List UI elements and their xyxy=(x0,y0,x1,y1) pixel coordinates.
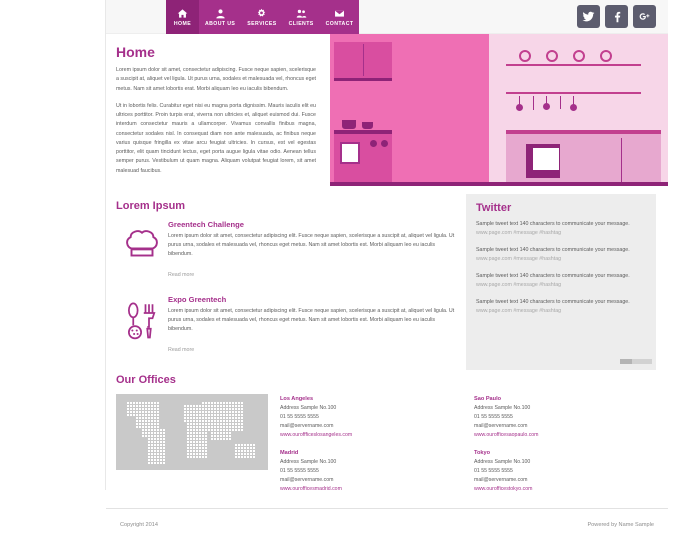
page-content xyxy=(106,0,668,528)
tweet-text: Sample tweet text 140 characters to communicate your message. xyxy=(476,299,630,305)
office-phone: 01 55 5555 5555 xyxy=(474,413,513,420)
section-title-posts: Lorem Ipsum xyxy=(116,200,186,212)
tweet-link[interactable]: www.page.com #message #hashtag xyxy=(476,282,562,288)
kitchen-utensils-icon xyxy=(116,295,168,356)
nav-item-contact[interactable] xyxy=(320,0,360,34)
tweet-item xyxy=(476,246,646,264)
twitter-icon[interactable] xyxy=(577,5,600,28)
hero-kitchen-illustration xyxy=(330,34,668,186)
nav-item-clients[interactable] xyxy=(283,0,320,34)
facebook-icon[interactable] xyxy=(605,5,628,28)
read-more-link[interactable]: Read more xyxy=(168,347,195,353)
office-name: Madrid xyxy=(280,449,299,456)
office-address: Address Sample No.100 xyxy=(280,458,337,465)
nav-label: CONTACT xyxy=(325,20,354,27)
page-gutter-right xyxy=(668,0,700,490)
office-website[interactable]: www.ouroffficeslosangeles.com xyxy=(280,431,353,438)
tweet-text: Sample tweet text 140 characters to communicate your message. xyxy=(476,221,630,227)
post-body xyxy=(168,295,456,356)
hero-section xyxy=(106,34,668,186)
middle-section xyxy=(106,186,668,370)
tweet-text: Sample tweet text 140 characters to communicate your message. xyxy=(476,247,630,253)
office-sao-paulo xyxy=(474,396,658,440)
offices-grid xyxy=(116,394,658,494)
nav-label: CLIENTS xyxy=(288,20,314,27)
post-body xyxy=(168,220,456,281)
tweet-link[interactable]: www.page.com #message #hashtag xyxy=(476,256,562,262)
office-email[interactable]: mail@servername.com xyxy=(474,476,528,483)
hero-text-column xyxy=(106,34,330,186)
tweet-text: Sample tweet text 140 characters to communicate your message. xyxy=(476,273,630,279)
office-phone: 01 55 5555 5555 xyxy=(280,413,319,420)
office-name: Sao Paulo xyxy=(474,396,502,402)
twitter-scrollbar[interactable] xyxy=(620,359,652,364)
nav-item-about-us[interactable] xyxy=(199,0,241,34)
group-icon xyxy=(296,8,307,19)
chef-hat-icon xyxy=(116,220,168,281)
home-icon xyxy=(177,8,188,19)
google-plus-icon[interactable] xyxy=(633,5,656,28)
hero-paragraph-1: Lorem ipsum dolor sit amet, consectetur adipiscing. Fusce neque sapien, scelerisque a suscipit at, aliquet vel ligula. Ut purus urna, sodales et malesuada vel, rhoncus eget metus. Nam sit amet lobortis erat. Morbi aliquam leo eu iaculis bibendum. xyxy=(116,67,316,92)
twitter-panel xyxy=(466,194,656,370)
nav-label: SERVICES xyxy=(247,20,277,27)
office-email[interactable]: mail@servername.com xyxy=(474,422,528,429)
nav-item-home[interactable] xyxy=(166,0,199,34)
twitter-panel-title: Twitter xyxy=(476,202,512,214)
office-address: Address Sample No.100 xyxy=(474,405,531,411)
office-address: Address Sample No.100 xyxy=(474,458,531,465)
tweet-item xyxy=(476,298,646,316)
site-footer xyxy=(106,508,668,542)
page-gutter-left xyxy=(0,0,106,490)
page-title: Home xyxy=(116,44,155,60)
post-text: Lorem ipsum dolor sit amet, consectetur adipiscing elit. Fusce neque sapien, scelerisque a suscipit at, aliquet vel ligula. Ut purus urna, sodales et malesuada vel, rhoncus eget metus. Nam sit amet lobortis est. Morbi aliquam leo eu iaculis bibendum. xyxy=(168,233,455,257)
post-text: Lorem ipsum dolor sit amet, consectetur adipiscing elit. Fusce neque sapien, scelerisque a suscipit at, aliquet vel ligula. Ut purus urna, sodales et malesuada vel, rhoncus eget metus. Nam sit amet lobortis est. Morbi aliquam leo eu iaculis bibendum. xyxy=(168,308,455,332)
office-name: Los Angeles xyxy=(280,396,314,402)
gear-icon xyxy=(256,8,267,19)
user-icon xyxy=(215,8,226,19)
offices-section xyxy=(106,370,668,494)
read-more-link[interactable]: Read more xyxy=(168,272,195,278)
world-map xyxy=(116,394,268,470)
tweet-item xyxy=(476,272,646,290)
office-email[interactable]: mail@servername.com xyxy=(280,476,334,483)
posts-column xyxy=(106,194,466,370)
office-email[interactable]: mail@servername.com xyxy=(280,422,334,429)
section-title-offices: Our Offices xyxy=(116,374,176,386)
office-website[interactable]: www.ourofficestokyo.com xyxy=(474,485,533,492)
footer-powered-by: Powered by Name Sample xyxy=(587,522,654,528)
post-title: Expo Greentech xyxy=(168,295,227,304)
cities-list xyxy=(280,394,658,494)
main-navigation[interactable] xyxy=(166,0,359,34)
nav-label: ABOUT US xyxy=(205,20,236,27)
mail-icon xyxy=(334,8,345,19)
office-website[interactable]: www.ourofficesaopaulo.com xyxy=(474,431,539,438)
office-name: Tokyo xyxy=(474,449,491,456)
tweet-item xyxy=(476,220,646,238)
office-address: Address Sample No.100 xyxy=(280,405,337,411)
tweet-link[interactable]: www.page.com #message #hashtag xyxy=(476,308,562,314)
office-phone: 01 55 5555 5555 xyxy=(474,467,513,474)
office-los-angeles xyxy=(280,396,464,440)
post-item xyxy=(116,295,456,356)
post-title: Greentech Challenge xyxy=(168,220,244,229)
post-item xyxy=(116,220,456,281)
site-header xyxy=(106,0,668,34)
footer-copyright: Copyright 2014 xyxy=(120,522,158,528)
tweet-link[interactable]: www.page.com #message #hashtag xyxy=(476,230,562,236)
office-tokyo xyxy=(474,450,658,494)
office-website[interactable]: www.ourofficesmadrid.com xyxy=(280,485,342,492)
office-madrid xyxy=(280,450,464,494)
nav-item-services[interactable] xyxy=(241,0,282,34)
social-links[interactable] xyxy=(577,5,656,28)
hero-paragraph-2: Ut in lobortis felis. Curabitur eget nisi eu magna porta dignissim. Mauris iaculis elit eu ultrices porttitor. Proin turpis erat, viverra non ultricies et, aliquet euismod dui. Fusce interdum consectetur mauris a ullamcorper. Vivamus convallis finibus magna, consectetur sodales nisl. In consequat diam non ante malesuada, ac finibus neque varius quisque fringilla ex vitae arcu feugiat ultricies. In cursus, est vel egestas porttitor, elit quam tincidunt lectus, eget porta augue ligula vitae odio. Aenean tellus semper purus. Vestibulum ut quam magna. Aliquam volutpat feugiat lorem, sit amet malesuad faucibus. xyxy=(116,102,316,174)
nav-label: HOME xyxy=(173,20,192,27)
office-phone: 01 55 5555 5555 xyxy=(280,467,319,474)
